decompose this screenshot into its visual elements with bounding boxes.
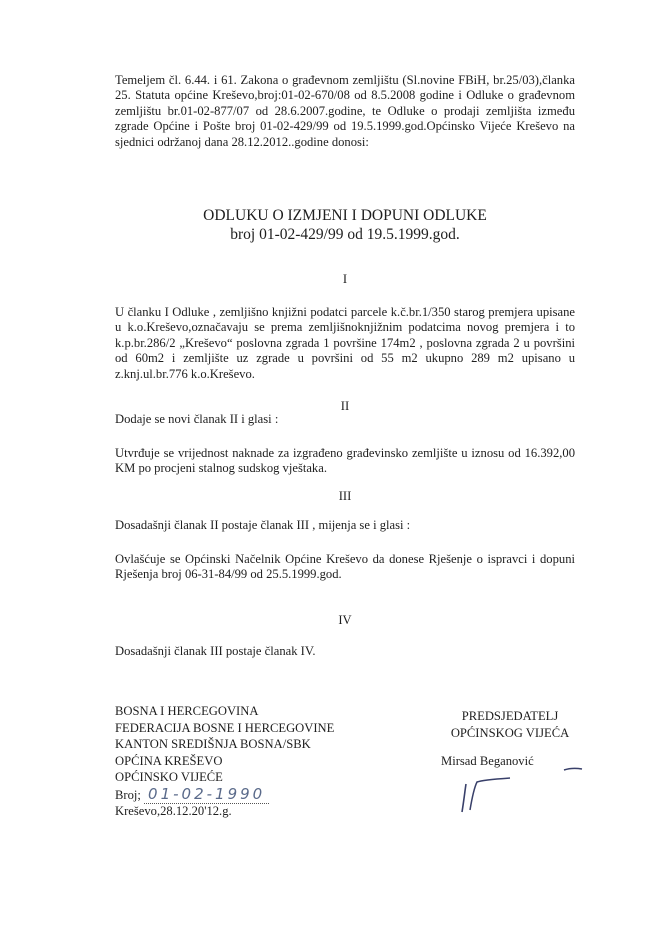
section-2-text: Utvrđuje se vrijednost naknade za izgrađeno građevinsko zemljište u iznosu od 16.392,00 KM po procjeni stalnog sudskog vještaka. (115, 446, 575, 476)
broj-line (115, 786, 334, 804)
broj-handwritten-value: 01-02-1990 (144, 785, 269, 804)
section-2-line: Dodaje se novi članak II i glasi : (115, 412, 279, 426)
signatory-title-1: PREDSJEDATELJ (461, 709, 559, 723)
decision-title-line1: ODLUKU O IZMJENI I DOPUNI ODLUKE (203, 207, 487, 224)
section-1-text: U članku I Odluke , zemljišno knjižni podatci parcele k.č.br.1/350 starog premjera upisane u k.o.Kreševo,označavaju se prema zemljišnoknjižnim podatcima novog premjera i to k.p.br.286/2 „Kreševo“ poslovna zgrada 1 površine 174m2 , poslovna zgrada 2 u površini od 60m2 i zemljište uz zgrade u površini od 55 m2 ukupno 289 m2 upisano u z.knj.ul.br.776 k.o.Kreševo. (115, 305, 575, 381)
issuer-line: OPĆINSKO VIJEĆE (115, 770, 223, 784)
issuer-line: KANTON SREDIŠNJA BOSNA/SBK (115, 737, 311, 751)
broj-label: Broj; (115, 787, 141, 802)
section-numeral-3: III (338, 489, 352, 503)
decision-title-line2: broj 01-02-429/99 od 19.5.1999.god. (230, 226, 460, 243)
intro-paragraph: Temeljem čl. 6.44. i 61. Zakona o građevnom zemljištu (Sl.novine FBiH, br.25/03),članka 25. Statuta općine Kreševo,broj:01-02-670/08 od 8.5.2008 godine i Odluke o građevnom zemljištu br.01-02-877/07 od 28.6.2007.godine, te Odluke o prodaji zemljišta između zgrade Općine i Pošte broj 01-02-429/99 od 19.5.1999.god.Općinsko Vijeće Kreševo na sjednici održanoj dana 28.12.2012..godine donosi: (115, 73, 575, 149)
section-3-line: Dosadašnji članak II postaje članak III , mijenja se i glasi : (115, 518, 411, 532)
section-numeral-1: I (342, 272, 348, 286)
signatory-title-2: OPĆINSKOG VIJEĆA (450, 725, 570, 740)
signature-image (440, 760, 590, 820)
issuer-block (115, 703, 334, 820)
section-4-line: Dosadašnji članak III postaje članak IV. (115, 644, 316, 658)
signatory-block (410, 708, 610, 741)
issuer-line: FEDERACIJA BOSNE I HERCEGOVINE (115, 720, 335, 735)
section-numeral-2: II (340, 399, 350, 413)
signatory-name: Mirsad Beganović (441, 754, 534, 768)
issuer-line: OPĆINA KREŠEVO (115, 753, 223, 768)
section-numeral-4: IV (338, 613, 352, 627)
place-date-line: Kreševo,28.12.20'12.g. (115, 804, 232, 818)
issuer-line: BOSNA I HERCEGOVINA (115, 704, 259, 718)
decision-title (115, 206, 575, 244)
section-3-text: Ovlašćuje se Općinski Načelnik Općine Kreševo da donese Rješenje o ispravci i dopuni Rješenja broj 06-31-84/99 od 25.5.1999.god. (115, 552, 575, 582)
